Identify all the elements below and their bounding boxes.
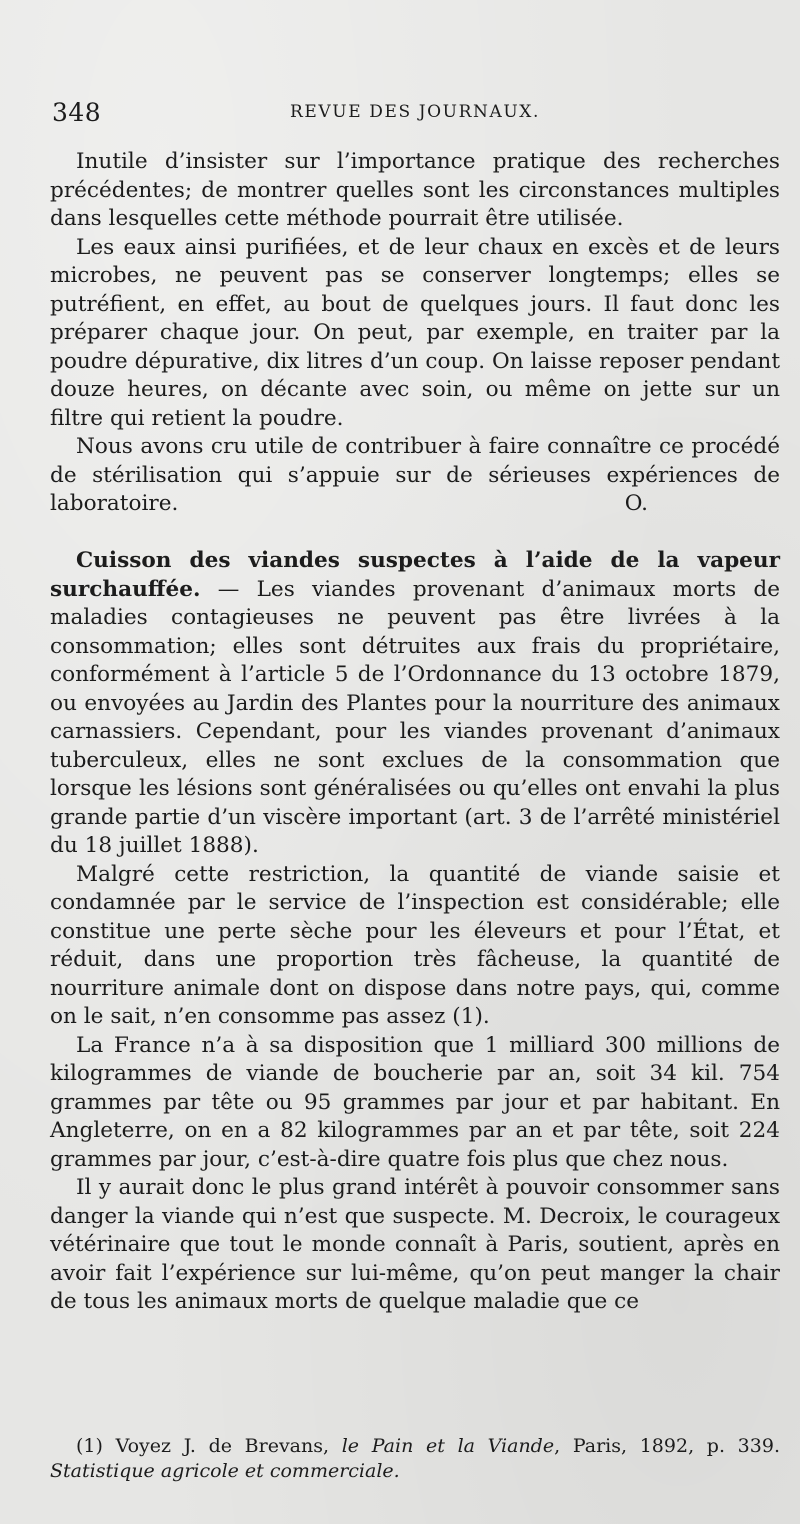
page-number: 348 (52, 98, 102, 127)
footnote-text (50, 1434, 780, 1484)
paragraph-4 (50, 547, 780, 861)
footnote-source: Statistique agricole et commerciale. (50, 1460, 400, 1482)
paragraph-7: Il y aurait donc le plus grand intérêt à pouvoir consommer sans danger la viande qui n’est que suspecte. M. Decroix, le courageux vétérinaire que tout le monde connaît à Paris, soutient, après en avoir fait l’expérience sur lui-même, qu’on peut manger la chair de tous les animaux morts de quelque maladie que ce (50, 1175, 780, 1314)
footnote-text-before: Voyez J. de Brevans, (102, 1435, 342, 1457)
footnote-book-title: le Pain et la Viande (341, 1435, 555, 1457)
author-signature: O. (624, 491, 648, 516)
paragraph-3 (50, 433, 780, 519)
running-title: REVUE DES JOURNAUX. (290, 102, 540, 122)
footnote (50, 1434, 780, 1484)
paragraph-3-text: Nous avons cru utile de contribuer à faire connaître ce procédé de stérilisation qui s’appuie sur de sérieuses expériences de laboratoire. (50, 434, 780, 516)
page-header (52, 98, 752, 134)
paragraph-4-text: — Les viandes provenant d’animaux morts de maladies contagieuses ne peuvent pas être livrées à la consommation; elles sont détruites aux frais du propriétaire, conformément à l’article 5 de l’Ordonnance du 13 octobre 1879, ou envoyées au Jardin des Plantes pour la nourriture des animaux carnassiers. Cependant, pour les viandes provenant d’animaux tuberculeux, elles ne sont exclues de la consommation que lorsque les lésions sont généralisées ou qu’elles ont envahi la plus grande partie d’un viscère important (art. 3 de l’arrêté ministériel du 18 juillet 1888). (50, 576, 780, 858)
body-text (50, 148, 780, 1317)
footnote-text-after: , Paris, 1892, p. 339. (554, 1435, 780, 1457)
paragraph-2: Les eaux ainsi purifiées, et de leur chaux en excès et de leurs microbes, ne peuvent pas se conserver longtemps; elles se putréfient, en effet, au bout de quelques jours. Il faut donc les préparer chaque jour. On peut, par exemple, en traiter par la poudre dépurative, dix litres d’un coup. On laisse reposer pendant douze heures, on décante avec soin, ou même on jette sur un filtre qui retient la poudre. (50, 234, 780, 431)
paragraph-6: La France n’a à sa disposition que 1 milliard 300 millions de kilogrammes de viande de boucherie par an, soit 34 kil. 754 grammes par tête ou 95 grammes par jour et par habitant. En Angleterre, on en a 82 kilogrammes par an et par tête, soit 224 grammes par jour, c’est-à-dire quatre fois plus que chez nous. (50, 1032, 780, 1172)
footnote-marker: (1) (76, 1435, 103, 1457)
paragraph-5: Malgré cette restriction, la quantité de viande saisie et condamnée par le service de l’inspection est considérable; elle constitue une perte sèche pour les éleveurs et pour l’État, et réduit, dans une proportion très fâcheuse, la quantité de nourriture animale dont on dispose dans notre pays, qui, comme on le sait, n’en consomme pas assez (1). (50, 861, 780, 1029)
section-title: Cuisson des viandes suspectes à l’aide de la vapeur surchauffée. (50, 548, 780, 602)
paragraph-1: Inutile d’insister sur l’importance pratique des recherches précédentes; de montrer quelles sont les circonstances multiples dans lesquelles cette méthode pourrait être utilisée. (50, 149, 780, 231)
